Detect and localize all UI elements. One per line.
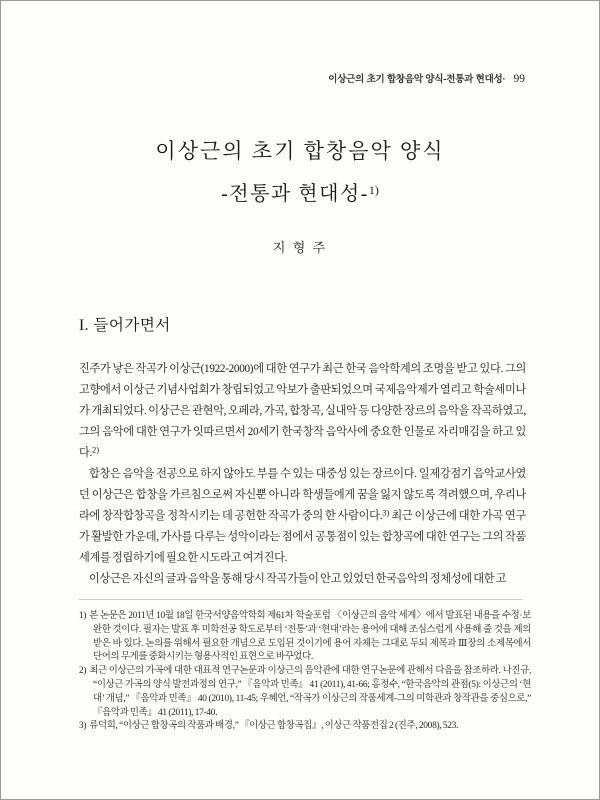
page-number: 99 [513,73,525,85]
footnote-item [79,610,531,665]
footnote-item [79,720,531,734]
paragraph [79,464,526,569]
footnote-ref-2: 2) [92,444,100,455]
running-head-title: 이상근의 초기 합창음악 양식-전통과 현대성· [328,74,506,85]
article-title: 이상근의 초기 합창음악 양식 [155,139,445,163]
subtitle-footnote-ref: 1) [368,183,379,197]
footnotes [79,610,531,734]
paragraph-text: 진주가 낳은 작곡가 이상근(1922-2000)에 대한 연구가 최근 한국 음악학계의 조명을 받고 있다. 그의 고향에서 이상근 기념사업회가 창립되었고 악보가 출판되었으며 국제음악제가 열리고 학술세미나가 개최되었다. 이상근은 관현악, 오페라, 가곡, 합창곡, 실내악 등 다양한 장르의 음악을 작곡하였고, 그의 음악에 대한 연구가 잇따르면서 20세기 한국창작 음악사에 중요한 인물로 자리매김을 하고 있다. [79,363,526,459]
footnote-marker: 1) [79,611,87,621]
author-name: 지 형 주 [272,240,328,255]
paragraph [79,359,526,464]
footnote-item [79,665,531,720]
footnote-marker: 3) [79,721,87,732]
footnote-text: 본 논문은 2011년 10월 18일 한국서양음악학회 제61차 학술포럼 〈이상근의 음악 세계〉에서 발표된 내용을 수정·보완한 것이다. 필자는 발표 후 미학전공 학도로부터 ‘전통’과 ‘현대’라는 용어에 대해 조심스럽게 사용해 줄 것을 제의 받은 바 있다. 논의를 위해서 필요한 개념으로 도입된 것이기에 용어 자체는 그대로 두되 제목과 Ⅲ장의 소제목에서 단어의 무게를 중화시키는 형용사적인 표현으로 바꾸었다. [89,611,531,663]
body-text [79,359,526,590]
footnote-ref-3: 3) [382,507,390,518]
paragraph-text: 이상근은 자신의 글과 음악을 통해 당시 작곡가들이 안고 있었던 한국음악의 정체성에 대한 고 [89,573,507,585]
footnote-marker: 2) [79,666,87,677]
article-subtitle [1,177,599,206]
paragraph-text: 최근 이상근에 대한 가곡 연구가 활발한 가운데, 가사를 다루는 성악이라는 점에서 공통점이 있는 합창곡에 대한 연구는 그의 작품세계를 정립하기에 필요한 시도라고 여겨진다. [79,510,526,564]
running-head [328,71,525,85]
section-heading: I. 들어가면서 [79,317,171,334]
paragraph-text: 합창은 음악을 전공으로 하지 않아도 부를 수 있는 대중성 있는 장르이다. 일제강점기 음악교사였던 이상근은 합창을 가르침으로써 자신뿐 아니라 학생들에게 꿈을 잃지 않도록 격려했으며, 우리나라에 창작합창곡을 정착시키는 데 공헌한 작곡가 중의 한 사람이다. [79,468,526,522]
article-subtitle-text: -전통과 현대성- [221,183,369,205]
footnote-separator [79,599,522,600]
footnote-text: 최근 이상근의 가곡에 대한 대표적 연구논문과 이상근의 음악관에 대한 연구논문에 관해서 다음을 참조하라. 나진규, “이상근 가곡의 양식 발전과정의 연구,” 『음악과 민족』 41 (2011), 41-66; 홍정수, “한국음악의 관점(5): 이상근의 ‘현대’ 개념,” 『음악과 민족』 40 (2010), 11-45; 우혜언, “작곡가 이상근의 작품세계-그의 미학관과 창작관을 중심으로,” 『음악과 민족』 41 (2011), 17-40. [89,666,531,718]
paragraph [79,569,526,590]
footnote-text: 류덕희, “이상근 합창곡의 작품과 배경,” 『이상근 합창곡집』, 이상근 작품전집 2 (진주, 2008), 523. [89,721,459,732]
